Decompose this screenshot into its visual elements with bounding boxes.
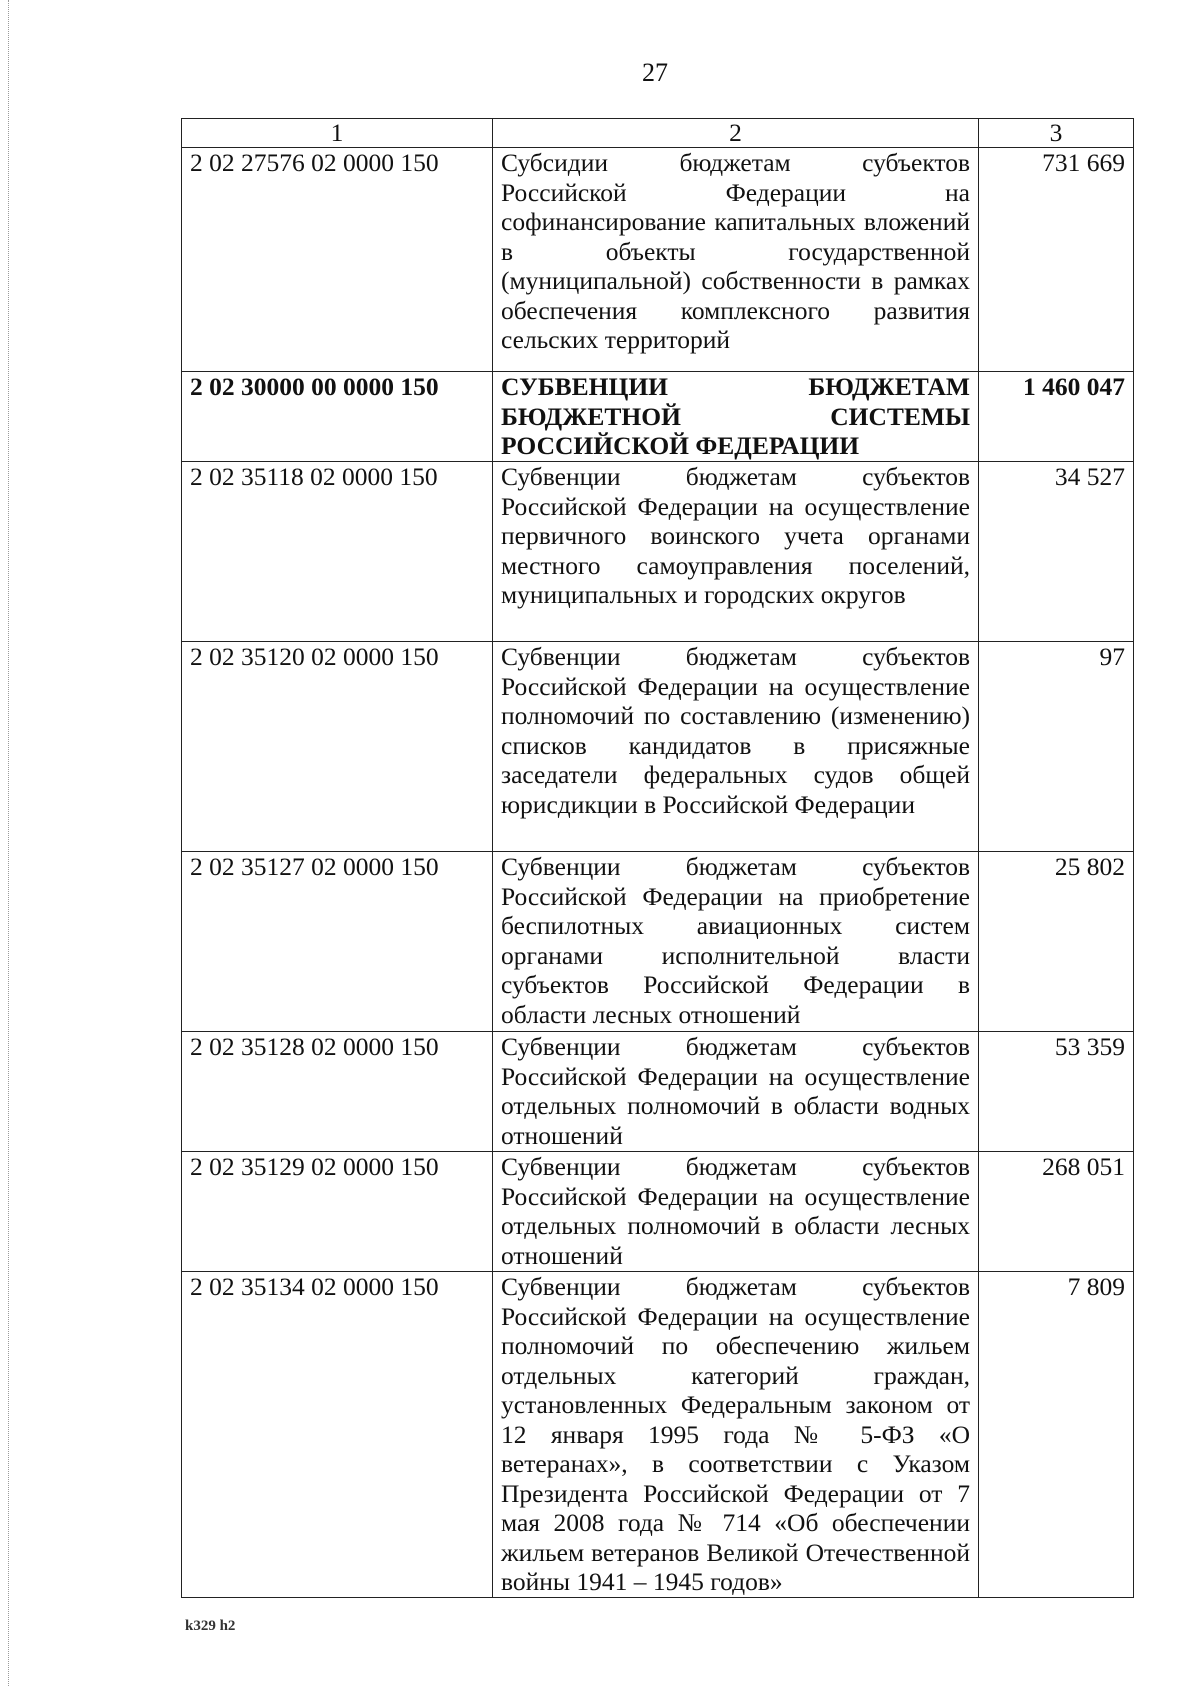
table-row (182, 642, 1134, 852)
row-code: 2 02 27576 02 0000 150 (182, 148, 493, 372)
row-description: Субвенции бюджетам субъектов Российской Федерации на осуществление полномочий по составлению (изменению) списков кандидатов в присяжные заседатели федеральных судов общей юрисдикции в Российской Федерации (493, 642, 979, 852)
table-row (182, 852, 1134, 1032)
document-id: k329 h2 (185, 1618, 236, 1634)
row-amount: 7 809 (979, 1272, 1134, 1598)
row-code: 2 02 35134 02 0000 150 (182, 1272, 493, 1598)
row-code: 2 02 35120 02 0000 150 (182, 642, 493, 852)
table-row (182, 1032, 1134, 1152)
row-code: 2 02 35118 02 0000 150 (182, 462, 493, 642)
row-amount: 25 802 (979, 852, 1134, 1032)
row-description: Субвенции бюджетам субъектов Российской Федерации на осуществление отдельных полномочий в области лесных отношений (493, 1152, 979, 1272)
row-description: Субвенции бюджетам субъектов Российской Федерации на осуществление полномочий по обеспечению жильем отдельных категорий граждан, установленных Федеральным законом от 12 января 1995 года № 5-ФЗ «О ветеранах», в соответствии с Указом Президента Российской Федерации от 7 мая 2008 года № 714 «Об обеспечении жильем ветеранов Великой Отечественной войны 1941 – 1945 годов» (493, 1272, 979, 1598)
row-amount: 1 460 047 (979, 372, 1134, 462)
row-amount: 97 (979, 642, 1134, 852)
row-amount: 268 051 (979, 1152, 1134, 1272)
row-description: Субвенции бюджетам субъектов Российской Федерации на приобретение беспилотных авиационных систем органами исполнительной власти субъектов Российской Федерации в области лесных отношений (493, 852, 979, 1032)
scan-left-edge (8, 0, 10, 1686)
row-code: 2 02 35129 02 0000 150 (182, 1152, 493, 1272)
row-amount: 34 527 (979, 462, 1134, 642)
page-number: 27 (642, 58, 668, 87)
table-row (182, 148, 1134, 372)
column-header-amount: 3 (979, 119, 1134, 148)
budget-table (181, 118, 1134, 1598)
row-code: 2 02 35127 02 0000 150 (182, 852, 493, 1032)
table-row (182, 462, 1134, 642)
row-code: 2 02 30000 00 0000 150 (182, 372, 493, 462)
table-row (182, 1152, 1134, 1272)
row-description: СУБВЕНЦИИ БЮДЖЕТАМ БЮДЖЕТНОЙ СИСТЕМЫ РОССИЙСКОЙ ФЕДЕРАЦИИ (493, 372, 979, 462)
table-row-total (182, 372, 1134, 462)
column-header-description: 2 (493, 119, 979, 148)
row-amount: 731 669 (979, 148, 1134, 372)
row-description: Субвенции бюджетам субъектов Российской Федерации на осуществление отдельных полномочий в области водных отношений (493, 1032, 979, 1152)
row-description: Субвенции бюджетам субъектов Российской Федерации на осуществление первичного воинского учета органами местного самоуправления поселений, муниципальных и городских округов (493, 462, 979, 642)
column-header-code: 1 (182, 119, 493, 148)
row-code: 2 02 35128 02 0000 150 (182, 1032, 493, 1152)
row-amount: 53 359 (979, 1032, 1134, 1152)
header-row (182, 119, 1134, 148)
table-row (182, 1272, 1134, 1598)
row-description: Субсидии бюджетам субъектов Российской Федерации на софинансирование капитальных вложений в объекты государственной (муниципальной) собственности в рамках обеспечения комплексного развития сельских территорий (493, 148, 979, 372)
